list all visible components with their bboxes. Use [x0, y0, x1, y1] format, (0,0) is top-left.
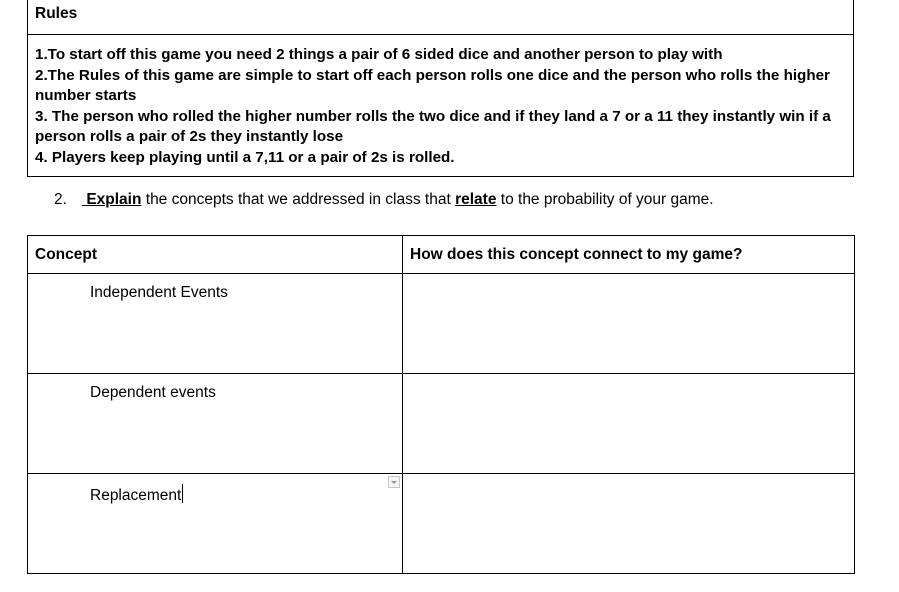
concept-cell[interactable]	[28, 274, 403, 374]
table-row	[28, 474, 855, 574]
connection-cell[interactable]	[403, 274, 855, 374]
rule-line: 2.The Rules of this game are simple to start off each person rolls one dice and the person who rolls the higher number starts	[35, 66, 830, 105]
rules-table	[27, 0, 854, 177]
question-text-mid: the concepts that we addressed in class that	[141, 191, 456, 208]
connection-cell[interactable]	[403, 374, 855, 474]
keyword-explain: Explain	[86, 191, 142, 208]
concept-label: Dependent events	[90, 384, 216, 401]
header-concept: Concept	[28, 236, 403, 274]
rules-header: Rules	[28, 0, 854, 35]
question-number: 2.	[54, 191, 67, 208]
header-connection: How does this concept connect to my game?	[403, 236, 855, 274]
concept-label-wrap	[90, 484, 183, 505]
table-row	[28, 274, 855, 374]
table-row	[28, 374, 855, 474]
concept-table	[27, 235, 855, 574]
concept-cell[interactable]	[28, 474, 403, 574]
question-text-end: to the probability of your game.	[496, 191, 714, 208]
concept-cell[interactable]	[28, 374, 403, 474]
rules-body[interactable]	[28, 35, 854, 177]
concept-label: Independent Events	[90, 284, 228, 301]
dropdown-handle-icon[interactable]	[388, 476, 400, 488]
question-2	[54, 190, 714, 210]
keyword-relate: relate	[455, 191, 497, 208]
connection-cell[interactable]	[403, 474, 855, 574]
rule-line: 1.To start off this game you need 2 things a pair of 6 sided dice and another person to play with	[35, 46, 723, 63]
rule-line: 4. Players keep playing until a 7,11 or a pair of 2s is rolled.	[35, 148, 455, 166]
concept-label: Replacement	[90, 487, 182, 504]
rule-line: 3. The person who rolled the higher number rolls the two dice and if they land a 7 or a 11 they instantly win if a person rolls a pair of 2s they instantly lose	[35, 107, 831, 146]
text-cursor	[182, 484, 183, 503]
